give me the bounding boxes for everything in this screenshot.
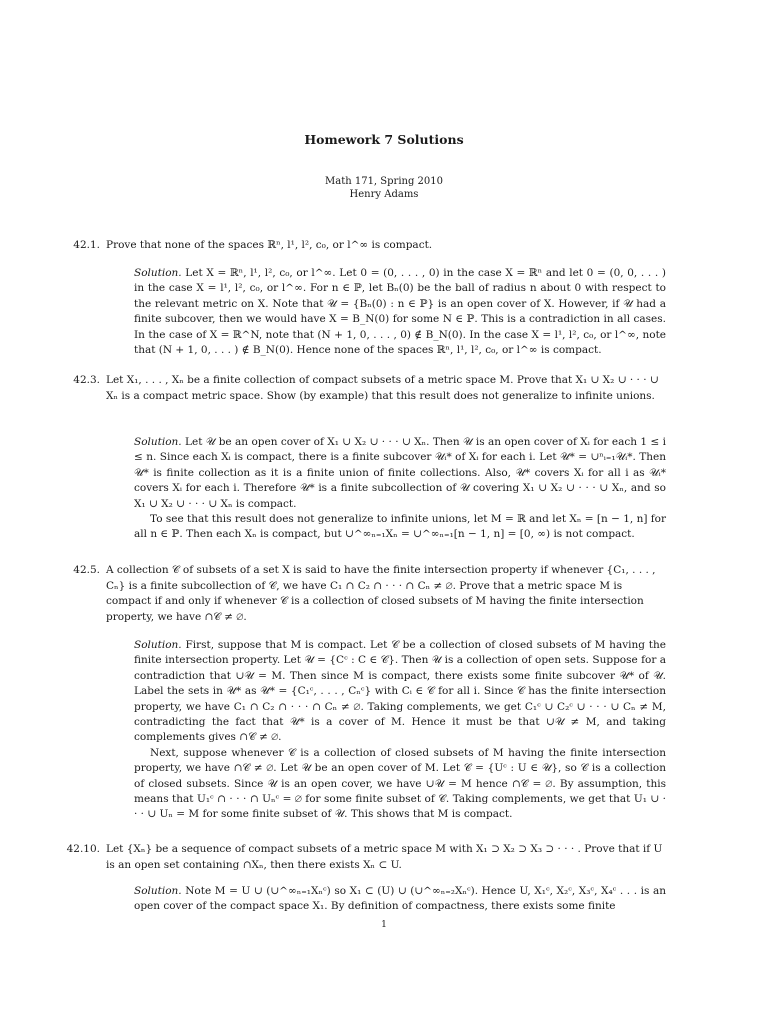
problem-42-5-statement bbox=[73, 563, 666, 625]
problem-number: 42.10. bbox=[66, 843, 100, 855]
solution-paragraph: Note M = U ∪ (∪^∞ₙ₌₁Xₙᶜ) so X₁ ⊂ (U) ∪ (∪^∞ₙ₌₂Xₙᶜ). Hence U, X₁ᶜ, X₂ᶜ, X₃ᶜ, X₄ᶜ . . . is an open cover of the compact space X₁. By definition of compactness, there exists some finite bbox=[134, 885, 666, 913]
author-line: Henry Adams bbox=[349, 189, 419, 200]
problem-42-10-statement bbox=[66, 842, 666, 873]
course-line: Math 171, Spring 2010 bbox=[325, 176, 443, 187]
document-title: Homework 7 Solutions bbox=[304, 132, 464, 147]
page-number: 1 bbox=[381, 920, 387, 930]
solution-paragraph: First, suppose that M is compact. Let 𝒞 be a collection of closed subsets of M having the finite intersection property. Let 𝒰 = {Cᶜ : C ∈ 𝒞}. Then 𝒰 is a collection of open sets. Suppose for a contradiction that ∪𝒰 = M. Then since M is compact, there exists some finite subcover 𝒰* of 𝒰. Label the sets in 𝒰* as 𝒰* = {C₁ᶜ, . . . , Cₙᶜ} with Cᵢ ∈ 𝒞 for all i. Since 𝒞 has the finite intersection property, we have C₁ ∩ C₂ ∩ · · · ∩ Cₙ ≠ ∅. Taking complements, we get C₁ᶜ ∪ C₂ᶜ ∪ · · · ∪ Cₙ ≠ M, contradicting the fact that 𝒰* is a cover of M. Hence it must be that ∪𝒰 ≠ M, and taking complements gives ∩𝒞 ≠ ∅. bbox=[134, 639, 666, 744]
problem-number: 42.3. bbox=[73, 374, 100, 386]
solution-label: Solution. bbox=[134, 436, 182, 448]
problem-42-3-solution bbox=[134, 435, 666, 543]
solution-paragraph: Let X = ℝⁿ, l¹, l², c₀, or l^∞. Let 0 = (0, . . . , 0) in the case X = ℝⁿ and let 0 = (0, 0, . . . ) in the case X = l¹, l², c₀, or l^∞. For n ∈ ℙ, let Bₙ(0) be the ball of radius n about 0 with respect to the relevant metric on X. Note that 𝒰 = {Bₙ(0) : n ∈ ℙ} is an open cover of X. However, if 𝒰 had a finite subcover, then we would have X = B_N(0) for some N ∈ ℙ. This is a contradiction in all cases. In the case of X = ℝ^N, note that (N + 1, 0, . . . , 0) ∉ B_N(0). In the case X = l¹, l², c₀, or l^∞, note that (N + 1, 0, . . . ) ∉ B_N(0). Hence none of the spaces ℝⁿ, l¹, l², c₀, or l^∞ is compact. bbox=[134, 267, 666, 357]
problem-number: 42.1. bbox=[73, 239, 100, 251]
problem-text: Prove that none of the spaces ℝⁿ, l¹, l², c₀, or l^∞ is compact. bbox=[106, 239, 433, 251]
problem-42-3-statement bbox=[73, 373, 666, 404]
solution-paragraph: To see that this result does not generalize to infinite unions, let M = ℝ and let Xₙ = [n − 1, n] for all n ∈ ℙ. Then each Xₙ is compact, but ∪^∞ₙ₌₁Xₙ = ∪^∞ₙ₌₁[n − 1, n] = [0, ∞) is not compact. bbox=[134, 513, 666, 541]
problem-42-1-statement bbox=[73, 238, 666, 254]
solution-label: Solution. bbox=[134, 267, 182, 279]
problem-number: 42.5. bbox=[73, 564, 100, 576]
problem-text: Let {Xₙ} be a sequence of compact subsets of a metric space M with X₁ ⊃ X₂ ⊃ X₃ ⊃ · · · . Prove that if U is an open set containing ∩Xₙ, then there exists Xₙ ⊂ U. bbox=[106, 843, 663, 871]
solution-label: Solution. bbox=[134, 885, 182, 897]
solution-paragraph: Let 𝒰 be an open cover of X₁ ∪ X₂ ∪ · · · ∪ Xₙ. Then 𝒰 is an open cover of Xᵢ for each 1 ≤ i ≤ n. Since each Xᵢ is compact, there is a finite subcover 𝒰ᵢ* of Xᵢ for each i. Let 𝒰* = ∪ⁿᵢ₌₁𝒰ᵢ*. Then 𝒰* is finite collection as it is a finite union of finite collections. Also, 𝒰* covers Xᵢ for all i as 𝒰ᵢ* covers Xᵢ for each i. Therefore 𝒰* is a finite subcollection of 𝒰 covering X₁ ∪ X₂ ∪ · · · ∪ Xₙ, and so X₁ ∪ X₂ ∪ · · · ∪ Xₙ is compact. bbox=[134, 436, 666, 510]
problem-42-10-solution bbox=[134, 884, 666, 915]
solution-paragraph: Next, suppose whenever 𝒞 is a collection of closed subsets of M having the finite intersection property, we have ∩𝒞 ≠ ∅. Let 𝒰 be an open cover of M. Let 𝒞 = {Uᶜ : U ∈ 𝒰}, so 𝒞 is a collection of closed subsets. Since 𝒰 is an open cover, we have ∪𝒰 = M hence ∩𝒞 = ∅. By assumption, this means that U₁ᶜ ∩ · · · ∩ Uₙᶜ = ∅ for some finite subset of 𝒞. Taking complements, we get that U₁ ∪ · · · ∪ Uₙ = M for some finite subset of 𝒰. This shows that M is compact. bbox=[134, 746, 666, 821]
problem-text: Let X₁, . . . , Xₙ be a finite collection of compact subsets of a metric space M. Prove that X₁ ∪ X₂ ∪ · · · ∪ Xₙ is a compact metric space. Show (by example) that this result does not generalize to infinite unions. bbox=[106, 374, 659, 402]
problem-42-5-solution bbox=[134, 638, 666, 823]
solution-label: Solution. bbox=[134, 639, 182, 651]
problem-42-1-solution bbox=[134, 266, 666, 358]
problem-text: A collection 𝒞 of subsets of a set X is said to have the finite intersection property if whenever {C₁, . . . , Cₙ} is a finite subcollection of 𝒞, we have C₁ ∩ C₂ ∩ · · · ∩ Cₙ ≠ ∅. Prove that a metric space M is compact if and only if whenever 𝒞 is a collection of closed subsets of M having the finite intersection property, we have ∩𝒞 ≠ ∅. bbox=[106, 564, 656, 623]
